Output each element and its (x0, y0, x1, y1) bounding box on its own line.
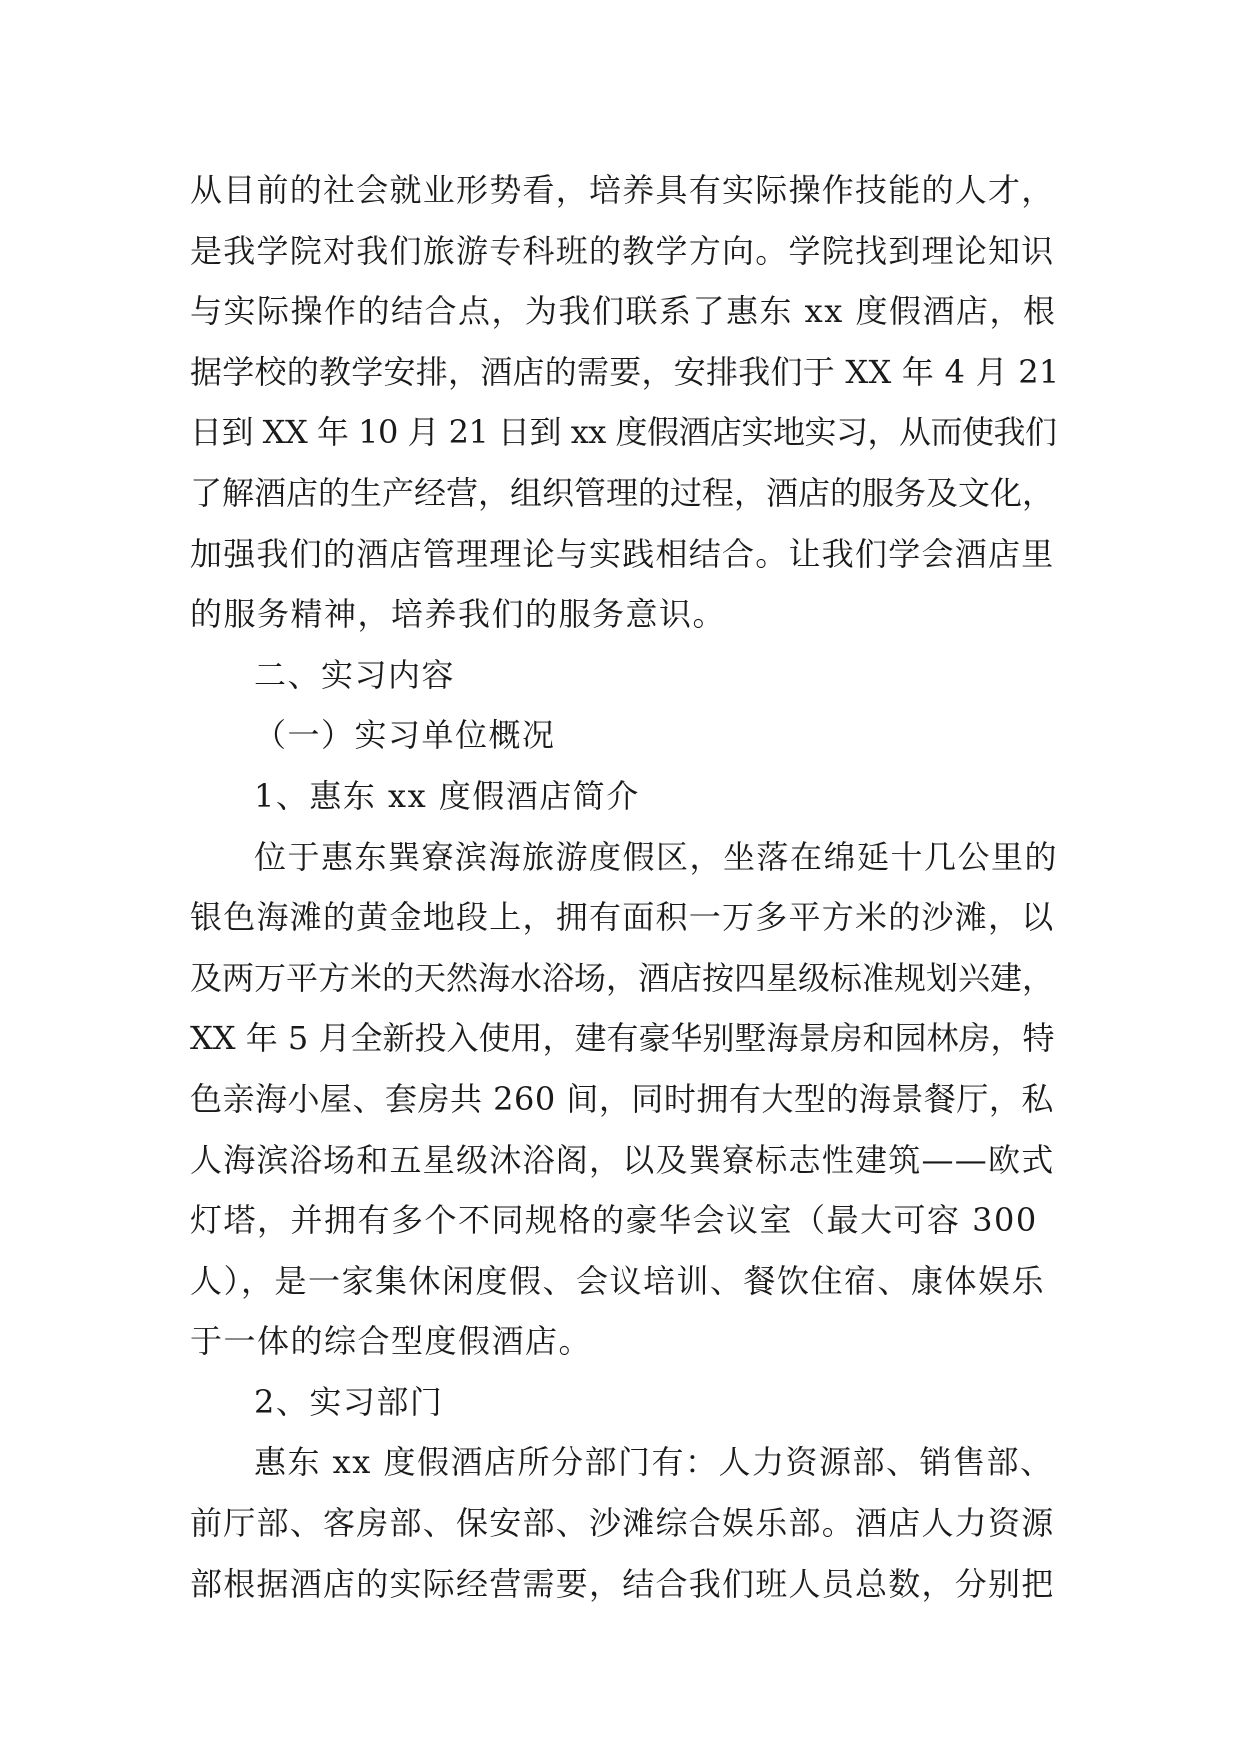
body-line: 灯塔，并拥有多个不同规格的豪华会议室（最大可容 300 (190, 1201, 1038, 1240)
body-line: 据学校的教学安排，酒店的需要，安排我们于 XX 年 4 月 21 (190, 352, 1060, 391)
item-heading: 1、惠东 xx 度假酒店简介 (254, 776, 640, 815)
subsection-heading: （一）实习单位概况 (254, 716, 556, 755)
body-line: 部根据酒店的实际经营需要，结合我们班人员总数，分别把 (190, 1564, 1055, 1603)
body-line: 加强我们的酒店管理理论与实践相结合。让我们学会酒店里 (190, 534, 1055, 573)
body-line: 日到 XX 年 10 月 21 日到 xx 度假酒店实地实习，从而使我们 (190, 413, 1057, 452)
body-line: 于一体的综合型度假酒店。 (190, 1322, 593, 1361)
section-heading: 二、实习内容 (254, 655, 456, 694)
body-line: 前厅部、客房部、保安部、沙滩综合娱乐部。酒店人力资源 (190, 1504, 1055, 1543)
body-line: XX 年 5 月全新投入使用，建有豪华别墅海景房和园林房，特 (190, 1019, 1055, 1058)
body-line: 与实际操作的结合点，为我们联系了惠东 xx 度假酒店，根 (190, 292, 1057, 331)
body-line: 银色海滩的黄金地段上，拥有面积一万多平方米的沙滩，以 (190, 898, 1055, 937)
body-line: 位于惠东巽寮滨海旅游度假区，坐落在绵延十几公里的 (254, 837, 1059, 876)
body-line: 了解酒店的生产经营，组织管理的过程，酒店的服务及文化， (190, 473, 1055, 512)
body-line: 的服务精神，培养我们的服务意识。 (190, 595, 727, 634)
body-line: 惠东 xx 度假酒店所分部门有：人力资源部、销售部、 (254, 1443, 1054, 1482)
document-body (190, 160, 1060, 1614)
body-line: 人海滨浴场和五星级沐浴阁，以及巽寮标志性建筑——欧式 (190, 1140, 1055, 1179)
body-line: 色亲海小屋、套房共 260 间，同时拥有大型的海景餐厅，私 (190, 1079, 1054, 1118)
body-line: 从目前的社会就业形势看，培养具有实际操作技能的人才， (190, 171, 1055, 209)
body-line: 人），是一家集休闲度假、会议培训、餐饮住宿、康体娱乐 (190, 1261, 1046, 1300)
item-heading: 2、实习部门 (254, 1382, 444, 1421)
body-line: 及两万平方米的天然海水浴场，酒店按四星级标准规划兴建， (190, 958, 1055, 997)
body-line: 是我学院对我们旅游专科班的教学方向。学院找到理论知识 (190, 231, 1055, 270)
